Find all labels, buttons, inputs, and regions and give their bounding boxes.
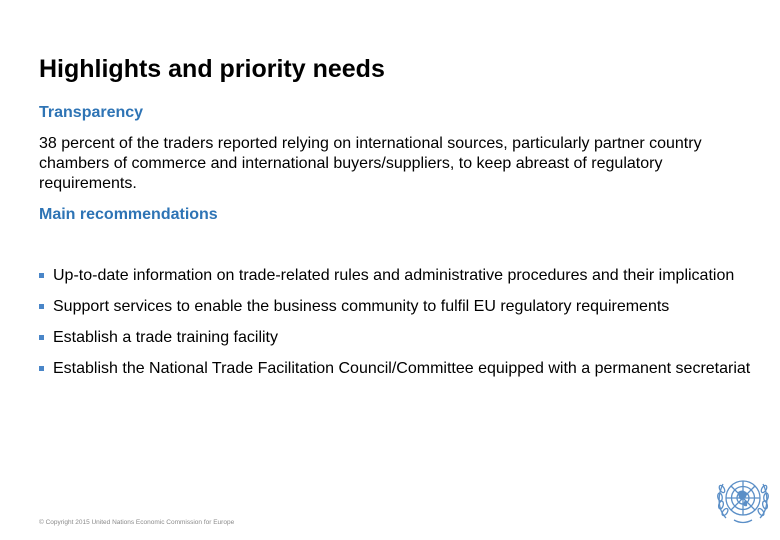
transparency-heading: Transparency bbox=[39, 104, 144, 121]
list-item-text: Up-to-date information on trade-related rules and administrative procedures and their implication bbox=[53, 267, 735, 284]
list-item-text: Establish a trade training facility bbox=[53, 329, 278, 346]
un-emblem-icon bbox=[714, 470, 772, 526]
list-item bbox=[39, 266, 759, 286]
square-bullet-icon bbox=[39, 366, 44, 371]
square-bullet-icon bbox=[39, 335, 44, 340]
list-item-text: Support services to enable the business community to fulfil EU regulatory requirements bbox=[53, 298, 670, 315]
transparency-paragraph: 38 percent of the traders reported relying on international sources, particularly partner country chambers of commerce and international buyers/suppliers, to keep abreast of regulatory requirements. bbox=[39, 135, 702, 192]
list-item bbox=[39, 359, 759, 379]
list-item bbox=[39, 297, 759, 317]
list-item bbox=[39, 328, 759, 348]
list-item-text: Establish the National Trade Facilitation Council/Committee equipped with a permanent secretariat bbox=[53, 360, 751, 377]
recommendations-heading: Main recommendations bbox=[39, 206, 218, 223]
page-title: Highlights and priority needs bbox=[39, 55, 385, 83]
square-bullet-icon bbox=[39, 304, 44, 309]
square-bullet-icon bbox=[39, 273, 44, 278]
recommendations-list bbox=[39, 266, 759, 390]
copyright-footer: © Copyright 2015 United Nations Economic Commission for Europe bbox=[39, 519, 235, 526]
